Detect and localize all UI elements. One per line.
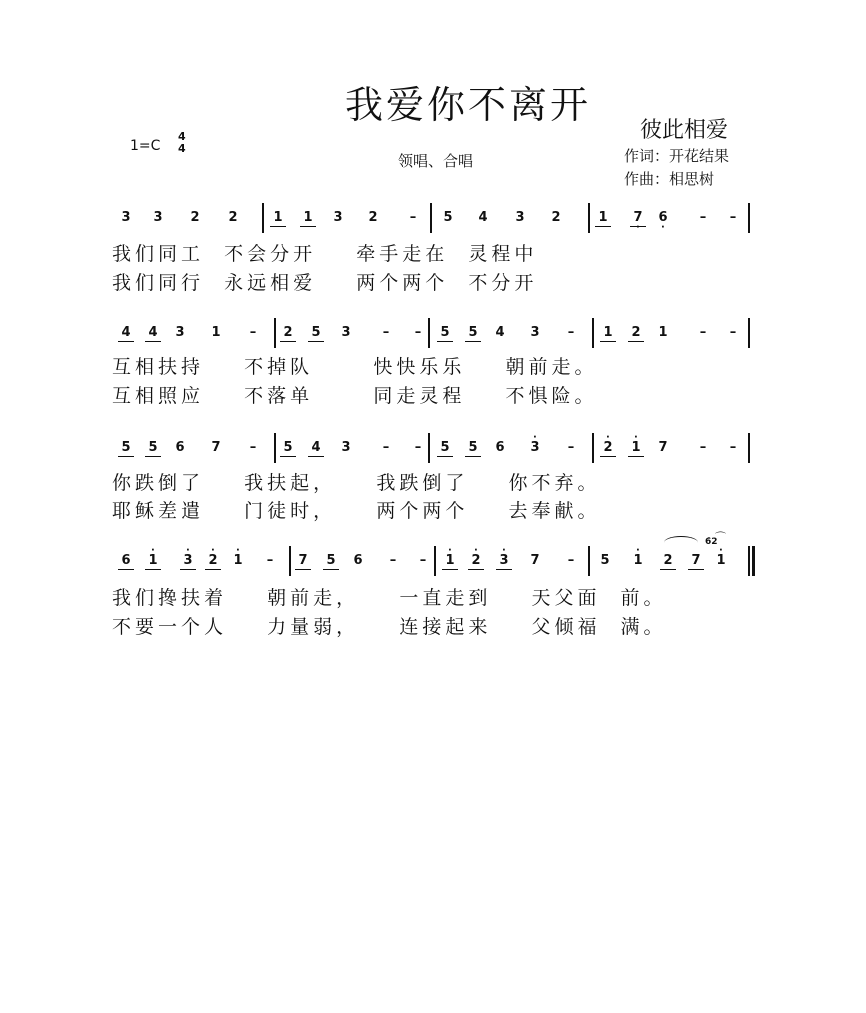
note-1: 1 · <box>716 545 726 568</box>
note-4: 4 <box>478 210 488 225</box>
note-3: 3 · <box>180 553 196 570</box>
dash-mark: – <box>249 325 257 340</box>
note-6: 6 · <box>658 210 668 233</box>
bar-line <box>748 318 750 348</box>
octave-dot-up: · <box>606 432 610 443</box>
note-3: 3 · <box>530 432 540 455</box>
dash-mark: – <box>567 325 575 340</box>
note-2: 2 <box>280 325 296 342</box>
note-6: 6 <box>118 553 134 570</box>
octave-dot-up: · <box>211 545 215 556</box>
grace-notes: 6̇2 <box>705 537 718 547</box>
note-5: 5 <box>145 440 161 457</box>
note-1: 1 · <box>442 553 458 570</box>
note-1: 1 · <box>633 545 643 568</box>
lyric-line: 不要一个人 力量弱， 连接起来 父倾福 满。 <box>112 616 667 638</box>
note-5: 5 <box>437 440 453 457</box>
dash-mark: – <box>389 553 397 568</box>
performance-note: 领唱、合唱 <box>398 152 474 170</box>
lyric-line: 我们同工 不会分开 牵手走在 灵程中 <box>112 243 538 265</box>
octave-dot-up: · <box>636 545 640 556</box>
note-5: 5 <box>323 553 339 570</box>
dash-mark: – <box>729 325 737 340</box>
bar-line <box>748 203 750 233</box>
composer-credit: 作曲：相思树 <box>624 170 715 188</box>
song-title: 我爱你不离开 <box>344 83 591 127</box>
bar-line <box>428 433 430 463</box>
octave-dot-up: · <box>634 432 638 443</box>
lyric-line: 互相扶持 不掉队 快快乐乐 朝前走。 <box>112 356 598 378</box>
octave-dot-up: · <box>533 432 537 443</box>
note-3: 3 <box>341 440 351 455</box>
note-1: 1 · <box>233 545 243 568</box>
note-5: 5 <box>280 440 296 457</box>
bar-line <box>262 203 264 233</box>
octave-dot-up: · <box>502 545 506 556</box>
note-6: 6 <box>495 440 505 455</box>
note-5: 5 <box>118 440 134 457</box>
dash-mark: – <box>699 440 707 455</box>
dash-mark: – <box>382 440 390 455</box>
dash-mark: – <box>729 210 737 225</box>
note-3: 3 <box>515 210 525 225</box>
note-5: 5 <box>600 553 610 568</box>
dash-mark: – <box>414 440 422 455</box>
note-3: 3 <box>153 210 163 225</box>
octave-dot-up: · <box>448 545 452 556</box>
dash-mark: – <box>419 553 427 568</box>
note-4: 4 <box>308 440 324 457</box>
note-1: 1 · <box>145 553 161 570</box>
key-signature: 1=C <box>130 138 161 154</box>
note-1: 1 <box>658 325 668 340</box>
note-2: 2 <box>368 210 378 225</box>
dash-mark: – <box>409 210 417 225</box>
bar-line <box>428 318 430 348</box>
time-signature <box>178 131 186 155</box>
note-3: 3 <box>530 325 540 340</box>
note-5: 5 <box>465 440 481 457</box>
lyric-line: 你跌倒了 我扶起， 我跌倒了 你不弃。 <box>112 472 601 494</box>
note-7: 7 <box>211 440 221 455</box>
dash-mark: – <box>729 440 737 455</box>
note-4: 4 <box>495 325 505 340</box>
note-3: 3 <box>175 325 185 340</box>
note-5: 5 <box>443 210 453 225</box>
dash-mark: – <box>699 325 707 340</box>
note-4: 4 <box>145 325 161 342</box>
bar-line <box>748 433 750 463</box>
final-bar-line <box>752 546 755 576</box>
time-signature-top: 4 <box>178 130 186 143</box>
note-2: 2 <box>190 210 200 225</box>
note-2: 2 <box>628 325 644 342</box>
dash-mark: – <box>266 553 274 568</box>
bar-line <box>588 546 590 576</box>
note-3: 3 <box>341 325 351 340</box>
note-2: 2 · <box>205 553 221 570</box>
octave-dot-up: · <box>236 545 240 556</box>
note-2: 2 <box>660 553 676 570</box>
lyric-line: 耶稣差遣 门徒时， 两个两个 去奉献。 <box>112 500 601 522</box>
octave-dot-up: · <box>474 545 478 556</box>
bar-line <box>592 433 594 463</box>
note-2: 2 · <box>468 553 484 570</box>
lyric-line: 我们同行 永远相爱 两个两个 不分开 <box>112 272 538 294</box>
slur-mark <box>664 536 698 549</box>
note-1: 1 <box>270 210 286 227</box>
bar-line <box>274 433 276 463</box>
time-signature-bottom: 4 <box>178 142 186 155</box>
note-1: 1 · <box>628 440 644 457</box>
bar-line <box>588 203 590 233</box>
bar-line <box>430 203 432 233</box>
note-2: 2 <box>551 210 561 225</box>
note-1: 1 <box>595 210 611 227</box>
bar-line <box>748 546 750 576</box>
note-7: 7 <box>530 553 540 568</box>
dash-mark: – <box>414 325 422 340</box>
note-3: 3 · <box>496 553 512 570</box>
note-4: 4 <box>118 325 134 342</box>
note-1: 1 <box>600 325 616 342</box>
note-7: 7 · <box>630 210 646 227</box>
note-6: 6 <box>175 440 185 455</box>
bar-line <box>434 546 436 576</box>
note-5: 5 <box>465 325 481 342</box>
bar-line <box>274 318 276 348</box>
fermata-icon: ⌒ <box>715 531 726 544</box>
note-1: 1 <box>211 325 221 340</box>
lyric-line: 互相照应 不落单 同走灵程 不惧险。 <box>112 385 598 407</box>
note-5: 5 <box>437 325 453 342</box>
dash-mark: – <box>567 553 575 568</box>
dash-mark: – <box>567 440 575 455</box>
note-3: 3 <box>333 210 343 225</box>
octave-dot-up: · <box>151 545 155 556</box>
octave-dot-down: · <box>636 222 640 233</box>
lyric-line: 我们搀扶着 朝前走， 一直走到 天父面 前。 <box>112 587 667 609</box>
note-7: 7 <box>688 553 704 570</box>
note-5: 5 <box>308 325 324 342</box>
octave-dot-down: · <box>661 222 665 233</box>
bar-line <box>592 318 594 348</box>
lyricist-credit: 作词：开花结果 <box>624 147 730 165</box>
song-subtitle: 彼此相爱 <box>640 118 729 143</box>
note-7: 7 <box>658 440 668 455</box>
bar-line <box>289 546 291 576</box>
dash-mark: – <box>249 440 257 455</box>
note-3: 3 <box>121 210 131 225</box>
note-7: 7 <box>295 553 311 570</box>
octave-dot-up: · <box>719 545 723 556</box>
octave-dot-up: · <box>186 545 190 556</box>
note-1: 1 <box>300 210 316 227</box>
dash-mark: – <box>699 210 707 225</box>
note-6: 6 <box>353 553 363 568</box>
note-2: 2 <box>228 210 238 225</box>
dash-mark: – <box>382 325 390 340</box>
note-2: 2 · <box>600 440 616 457</box>
